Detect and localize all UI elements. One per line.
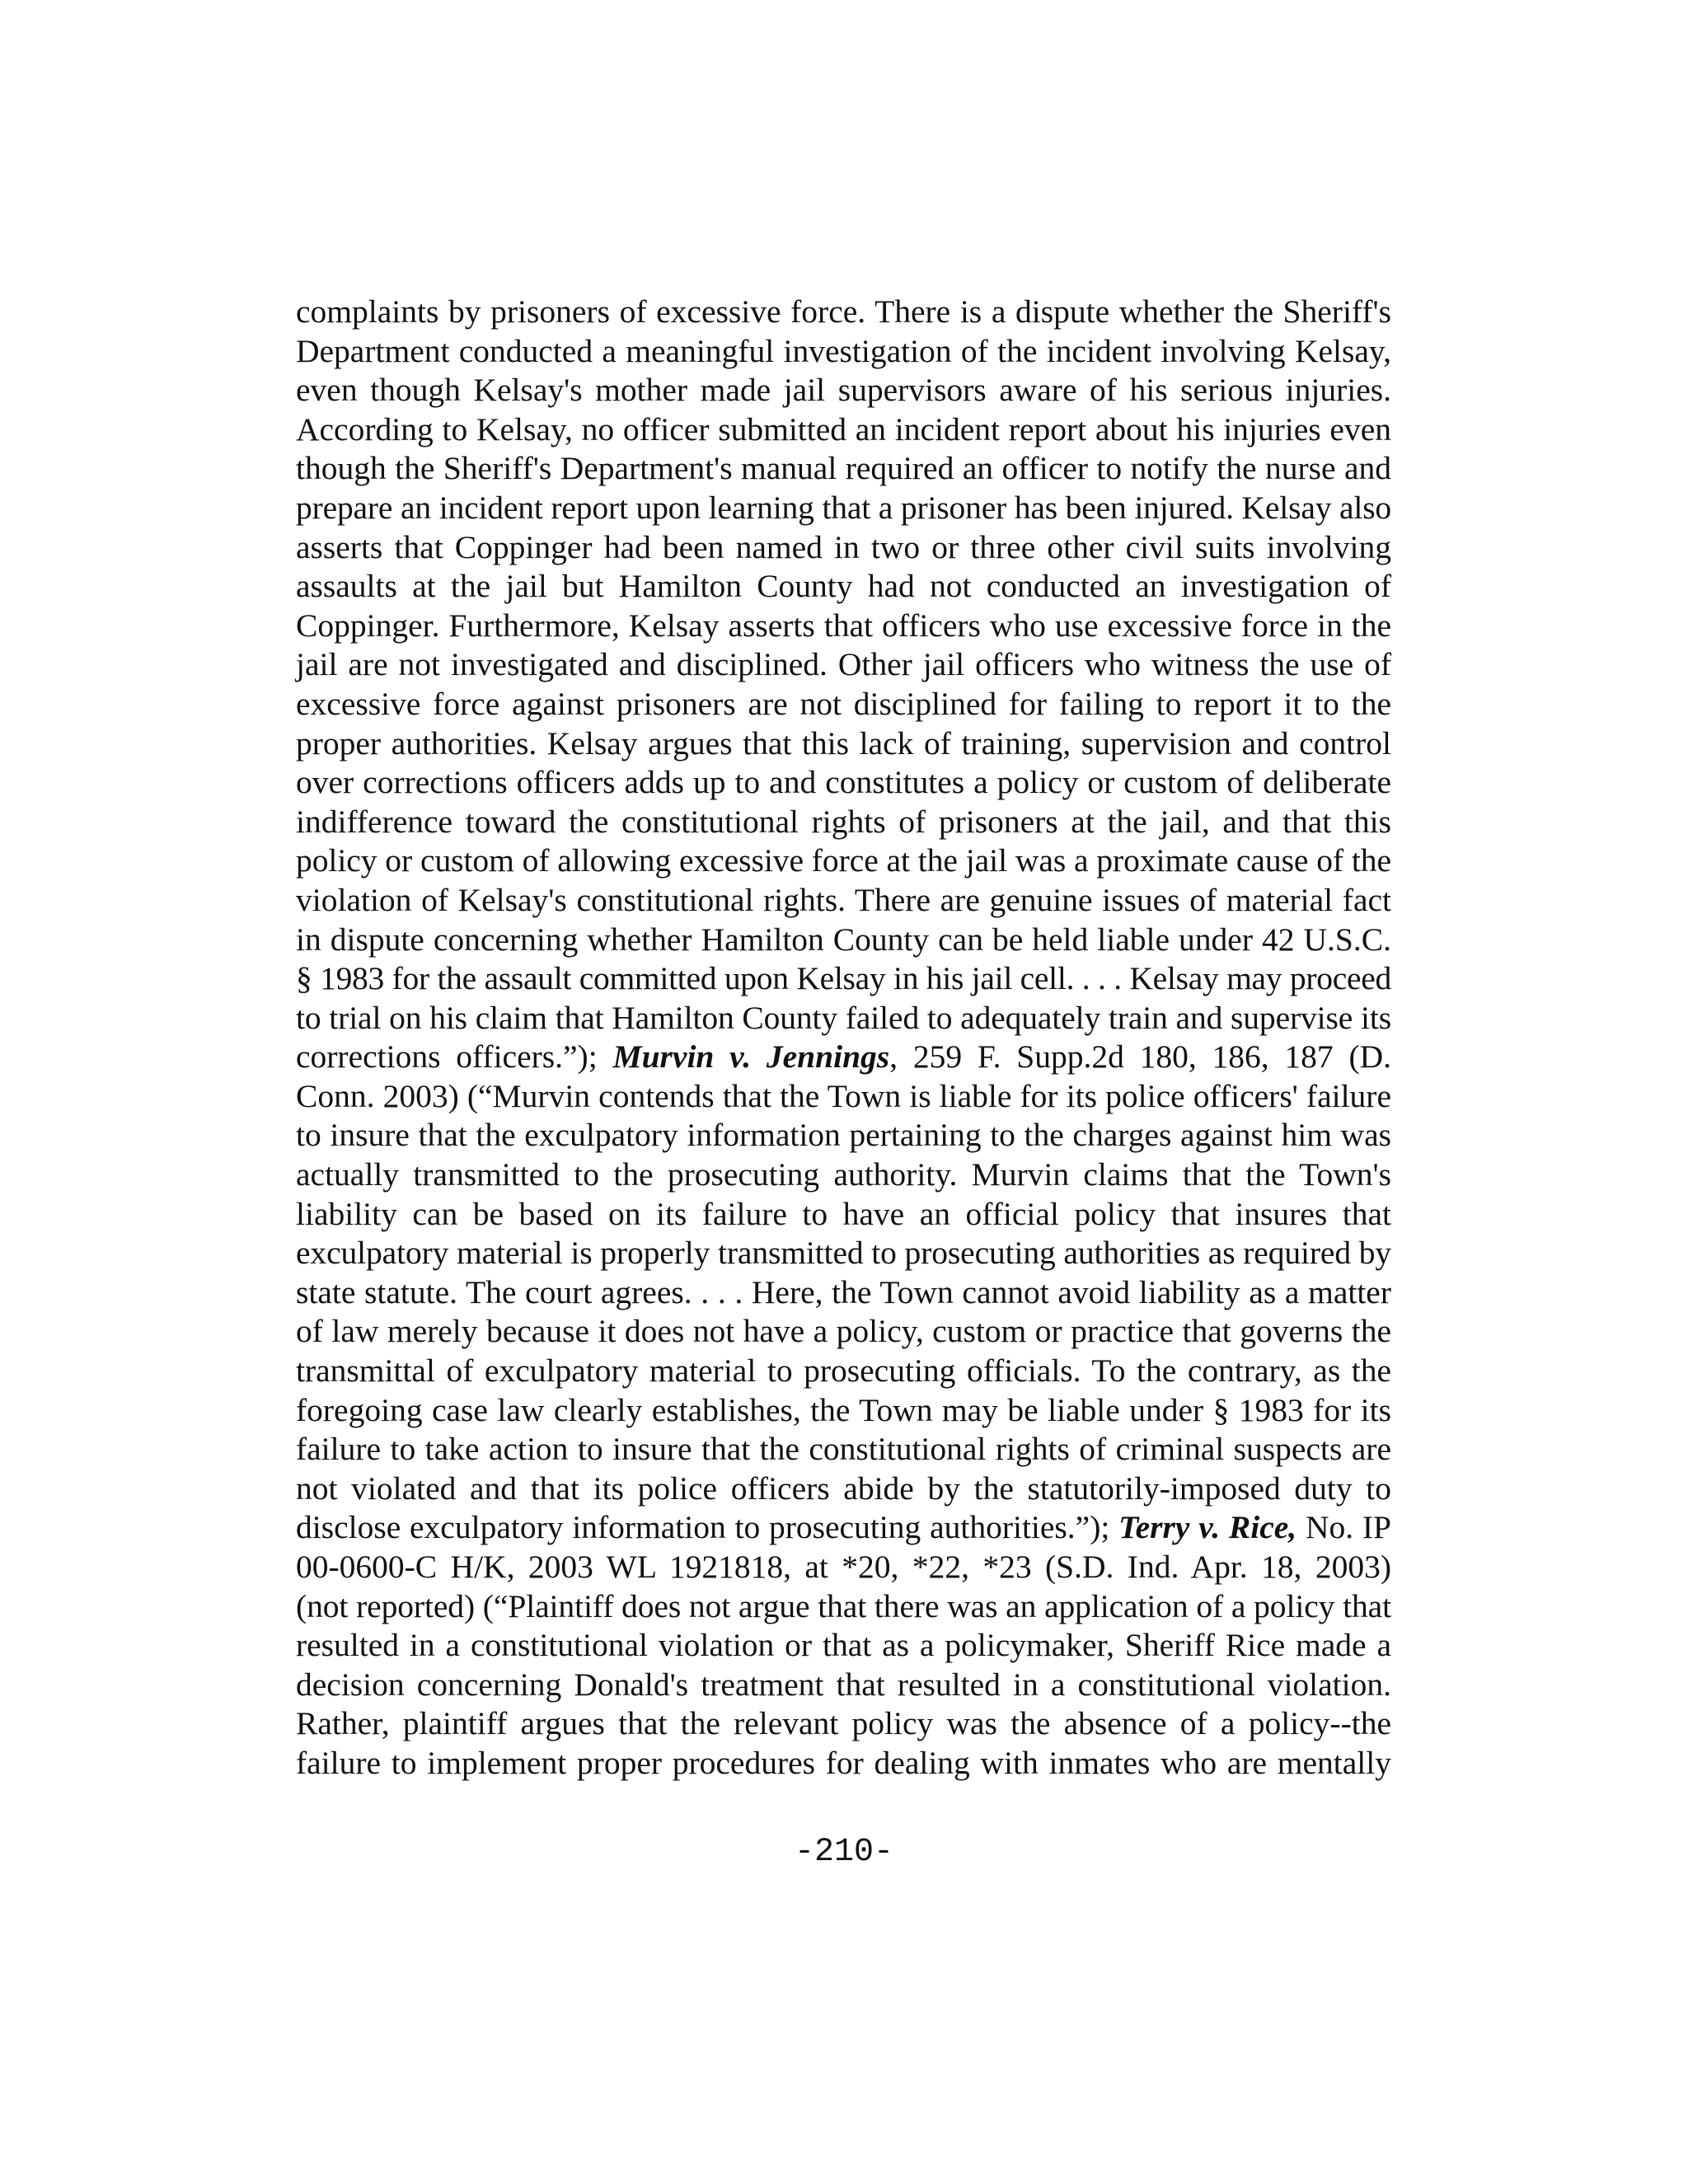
text-line: foregoing case law clearly establishes, the Town may be liable under § 1983 for its bbox=[296, 1391, 1391, 1428]
text-line: § 1983 for the assault committed upon Kelsay in his jail cell. . . . Kelsay may proceed bbox=[296, 960, 1391, 997]
text-line: resulted in a constitutional violation or that as a policymaker, Sheriff Rice made a bbox=[296, 1627, 1391, 1664]
text-line: Coppinger. Furthermore, Kelsay asserts that officers who use excessive force in the bbox=[296, 607, 1391, 644]
text-line: Conn. 2003) (“Murvin contends that the Town is liable for its police officers' failure bbox=[296, 1077, 1391, 1114]
text-line: failure to implement proper procedures for dealing with inmates who are mentally bbox=[296, 1744, 1391, 1781]
text-line bbox=[296, 1508, 1391, 1548]
text-segment: corrections officers.”); bbox=[296, 1038, 613, 1076]
text-line: Rather, plaintiff argues that the relevant policy was the absence of a policy--the bbox=[296, 1705, 1391, 1742]
text-line: in dispute concerning whether Hamilton County can be held liable under 42 U.S.C. bbox=[296, 921, 1391, 958]
text-line: asserts that Coppinger had been named in two or three other civil suits involving bbox=[296, 528, 1391, 565]
text-line: to insure that the exculpatory information pertaining to the charges against him was bbox=[296, 1117, 1391, 1154]
text-line: actually transmitted to the prosecuting authority. Murvin claims that the Town's bbox=[296, 1156, 1391, 1193]
text-line: indifference toward the constitutional rights of prisoners at the jail, and that this bbox=[296, 803, 1391, 840]
case-citation: Terry v. Rice, bbox=[1118, 1509, 1297, 1546]
case-citation: Murvin v. Jennings bbox=[612, 1038, 890, 1076]
text-line: jail are not investigated and disciplined. Other jail officers who witness the use of bbox=[296, 646, 1391, 683]
text-line: to trial on his claim that Hamilton County failed to adequately train and supervise its bbox=[296, 999, 1392, 1036]
text-line: excessive force against prisoners are not disciplined for failing to report it to the bbox=[296, 685, 1391, 722]
text-line: Department conducted a meaningful investigation of the incident involving Kelsay, bbox=[296, 332, 1391, 369]
text-line: According to Kelsay, no officer submitted an incident report about his injuries even bbox=[296, 410, 1391, 448]
text-line: policy or custom of allowing excessive force at the jail was a proximate cause of the bbox=[296, 842, 1392, 879]
body-paragraph bbox=[296, 293, 1391, 1783]
text-line: of law merely because it does not have a policy, custom or practice that governs the bbox=[296, 1313, 1391, 1350]
text-segment: disclose exculpatory information to prosecuting authorities.”); bbox=[296, 1509, 1119, 1546]
text-segment: , 259 F. Supp.2d 180, 186, 187 (D. bbox=[889, 1038, 1392, 1076]
text-line: (not reported) (“Plaintiff does not argue that there was an application of a policy that bbox=[296, 1587, 1391, 1624]
text-line: failure to take action to insure that the constitutional rights of criminal suspects are bbox=[296, 1431, 1391, 1468]
text-line: prepare an incident report upon learning that a prisoner has been injured. Kelsay also bbox=[296, 489, 1392, 526]
text-line: proper authorities. Kelsay argues that this lack of training, supervision and control bbox=[296, 724, 1391, 762]
text-line: state statute. The court agrees. . . . Here, the Town cannot avoid liability as a matter bbox=[296, 1273, 1391, 1310]
text-line: liability can be based on its failure to have an official policy that insures that bbox=[296, 1195, 1391, 1232]
text-line: decision concerning Donald's treatment that resulted in a constitutional violation. bbox=[296, 1666, 1391, 1703]
text-line: though the Sheriff's Department's manual required an officer to notify the nurse and bbox=[296, 450, 1391, 487]
text-line: not violated and that its police officers abide by the statutorily-imposed duty to bbox=[296, 1469, 1391, 1507]
text-line: transmittal of exculpatory material to prosecuting officials. To the contrary, as the bbox=[296, 1352, 1391, 1390]
text-line bbox=[296, 1038, 1391, 1077]
text-line: 00-0600-C H/K, 2003 WL 1921818, at *20, *22, *23 (S.D. Ind. Apr. 18, 2003) bbox=[296, 1549, 1391, 1585]
text-line: complaints by prisoners of excessive force. There is a dispute whether the Sheriff's bbox=[296, 293, 1391, 330]
text-line: assaults at the jail but Hamilton County had not conducted an investigation of bbox=[296, 568, 1391, 605]
text-line: exculpatory material is properly transmitted to prosecuting authorities as required by bbox=[296, 1235, 1392, 1272]
text-line: violation of Kelsay's constitutional rights. There are genuine issues of material fact bbox=[296, 881, 1391, 918]
page-number: -210- bbox=[794, 1834, 894, 1871]
text-line: over corrections officers adds up to and constitutes a policy or custom of deliberate bbox=[296, 764, 1391, 801]
text-segment: No. IP bbox=[1296, 1509, 1391, 1546]
text-line: even though Kelsay's mother made jail supervisors aware of his serious injuries. bbox=[296, 372, 1391, 409]
